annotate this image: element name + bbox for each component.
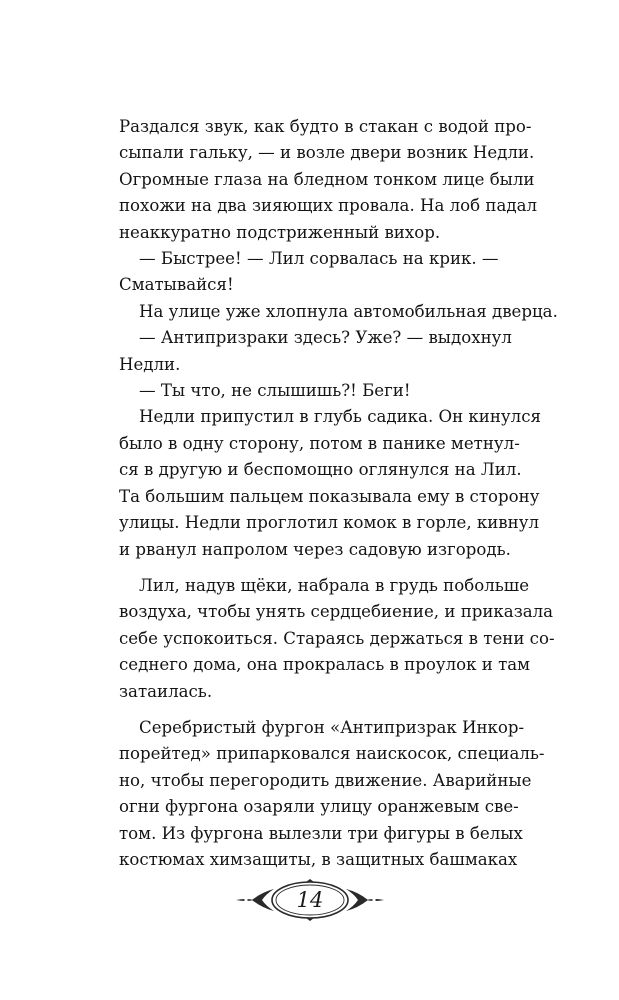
- text-line: ся в другую и беспомощно оглянулся на Лил.: [119, 460, 522, 480]
- text-line: Серебристый фургон «Антипризрак Инкор-: [139, 717, 525, 737]
- text-line: Недли.: [119, 354, 181, 374]
- text-line: Сматывайся!: [119, 275, 234, 295]
- body-text: [119, 114, 558, 873]
- text-line: Та большим пальцем показывала ему в сторону: [119, 486, 540, 506]
- text-line: Огромные глаза на бледном тонком лице были: [119, 169, 535, 189]
- text-line: — Антипризраки здесь? Уже? — выдохнул: [139, 328, 512, 348]
- text-line: костюмах химзащиты, в защитных башмаках: [119, 849, 518, 869]
- paragraph: [119, 299, 558, 325]
- text-line: огни фургона озаряли улицу оранжевым све-: [119, 797, 519, 817]
- text-line: улицы. Недли проглотил комок в горле, кивнул: [119, 513, 540, 533]
- text-line: — Быстрее! — Лил сорвалась на крик. —: [139, 249, 499, 269]
- text-line: Лил, надув щёки, набрала в грудь побольше: [139, 575, 530, 595]
- text-line: том. Из фургона вылезли три фигуры в белых: [119, 823, 523, 843]
- page-number-ornament: [232, 878, 388, 922]
- text-line: но, чтобы перегородить движение. Аварийные: [119, 770, 532, 790]
- text-line: порейтед» припарковался наискосок, специаль-: [119, 744, 545, 764]
- paragraph: [119, 573, 555, 705]
- paragraph: [119, 325, 512, 378]
- text-line: неаккуратно подстриженный вихор.: [119, 222, 441, 242]
- text-line: себе успокоиться. Стараясь держаться в тени со-: [119, 628, 555, 648]
- text-line: Раздался звук, как будто в стакан с водой про-: [119, 117, 532, 136]
- page-number: 14: [296, 888, 324, 912]
- text-line: было в одну сторону, потом в панике метнул-: [119, 433, 520, 453]
- text-line: На улице уже хлопнула автомобильная дверца.: [139, 301, 558, 321]
- text-line: затаилась.: [119, 681, 213, 701]
- text-line: — Ты что, не слышишь?! Беги!: [139, 381, 411, 401]
- text-line: воздуха, чтобы унять сердцебиение, и приказала: [119, 602, 554, 622]
- paragraph: [119, 114, 538, 246]
- paragraph: [119, 404, 541, 562]
- text-line: похожи на два зияющих провала. На лоб падал: [119, 196, 538, 216]
- paragraph: [119, 715, 545, 873]
- paragraph: [119, 378, 495, 404]
- text-line: седнего дома, она прокралась в проулок и там: [119, 655, 531, 675]
- text-line: сыпали гальку, — и возле двери возник Недли.: [119, 143, 535, 163]
- text-line: Недли припустил в глубь садика. Он кинулся: [139, 407, 541, 427]
- paragraph: [119, 246, 499, 299]
- text-line: и рванул напролом через садовую изгородь.: [119, 539, 511, 559]
